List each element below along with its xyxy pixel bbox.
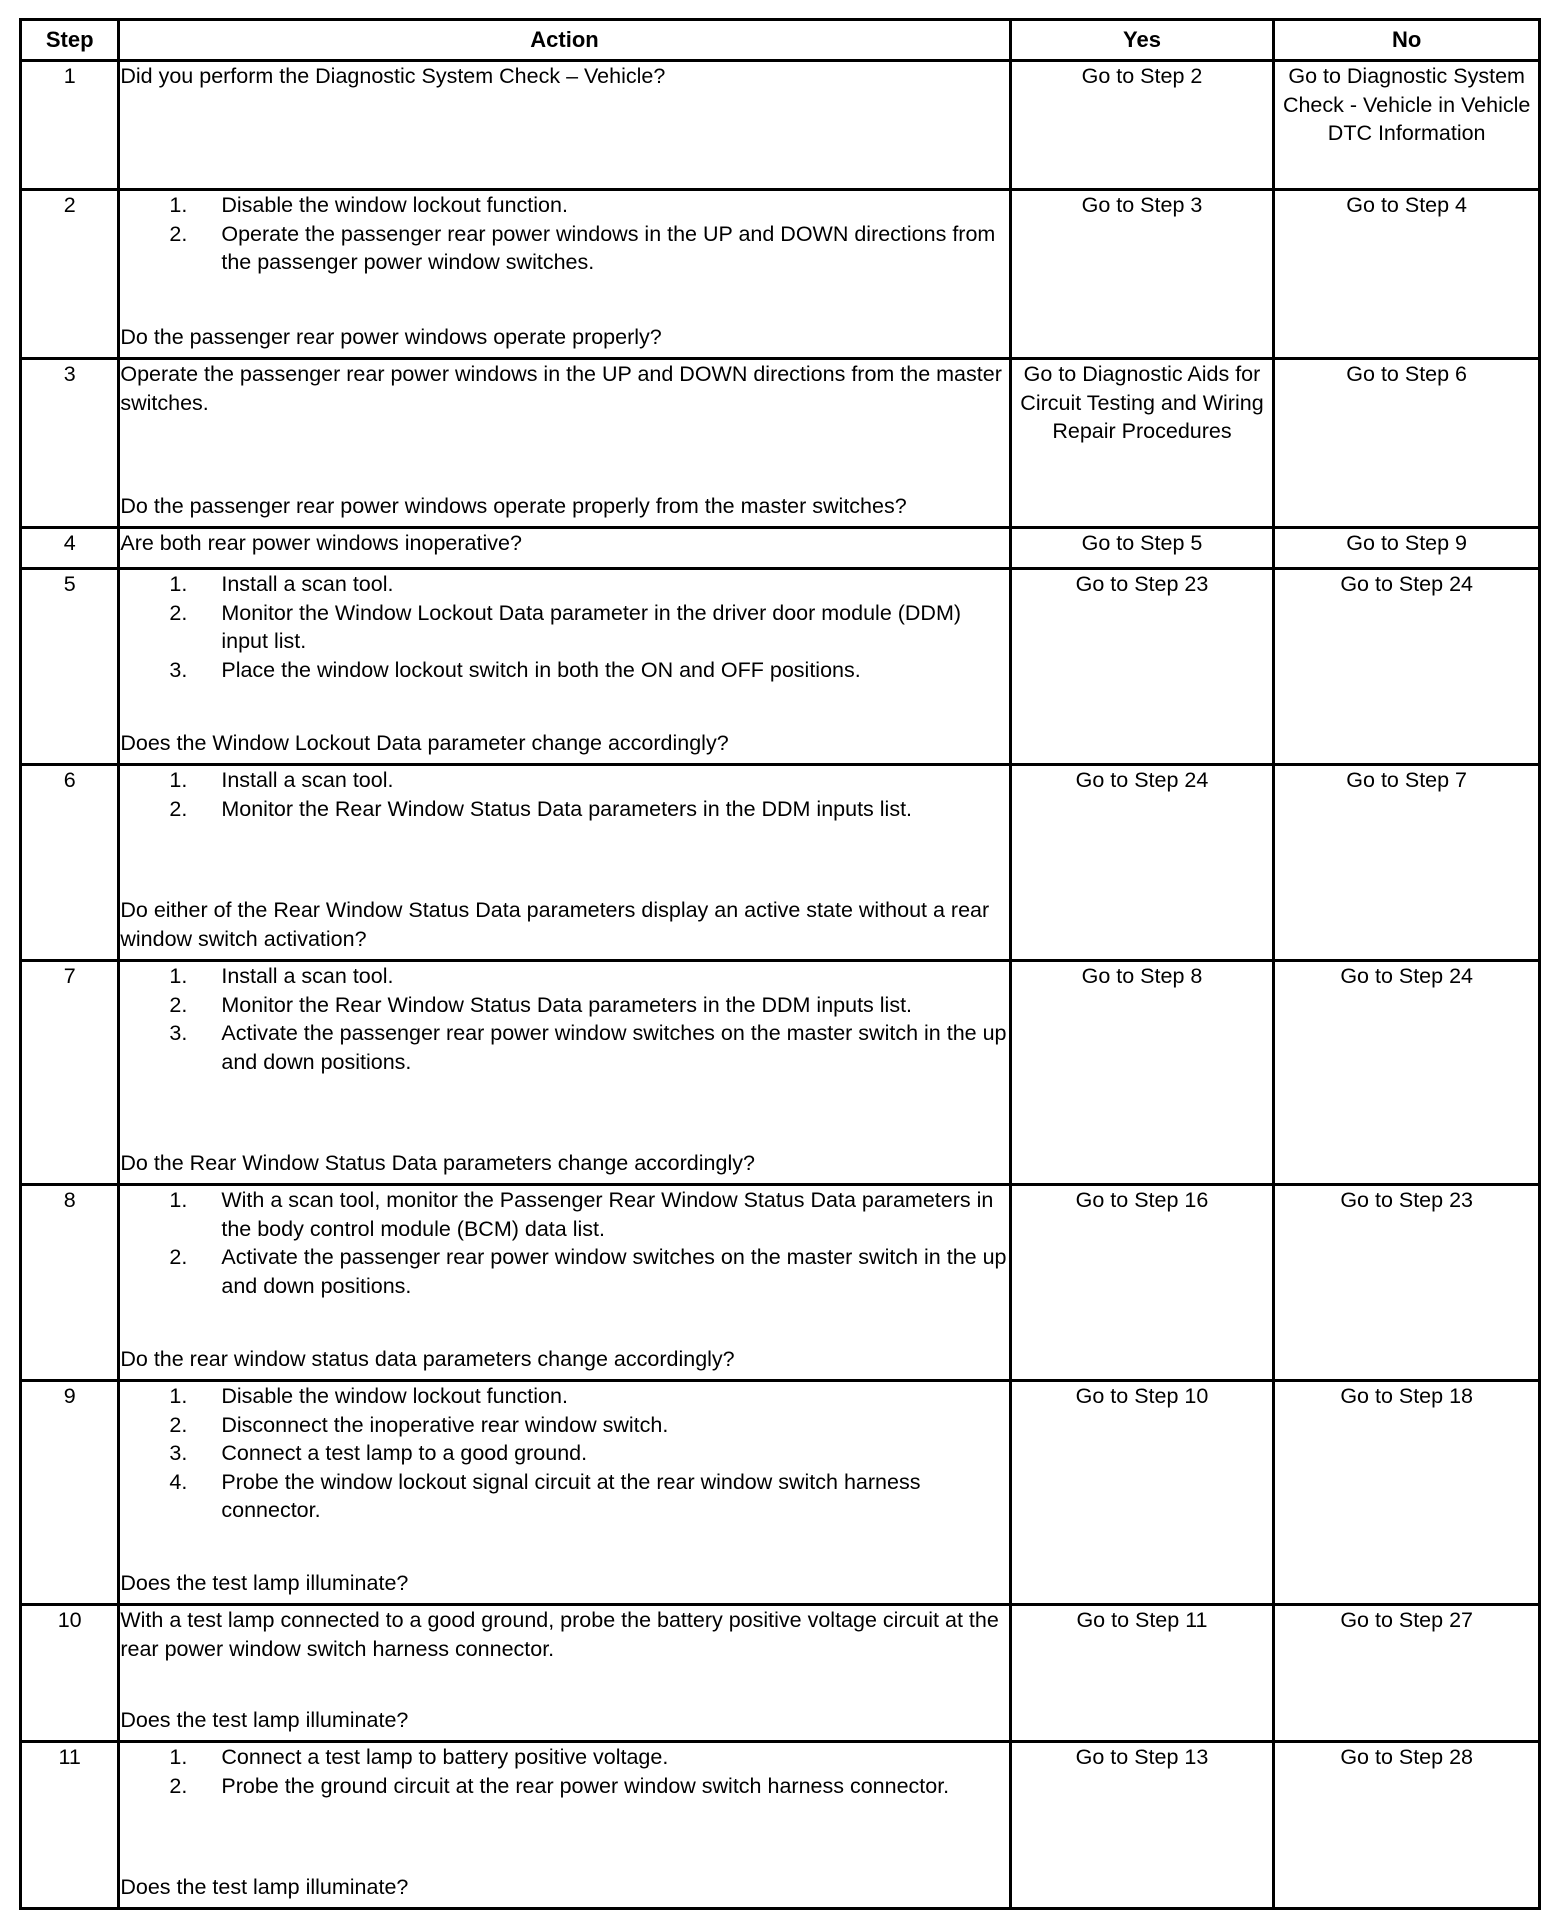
list-item — [120, 991, 1008, 1020]
step-number: 8 — [21, 1185, 119, 1381]
list-item-number: 3. — [169, 1441, 188, 1465]
table-row — [21, 359, 1540, 528]
list-item-number: 1. — [169, 768, 188, 792]
action-cell — [119, 190, 1010, 359]
list-item-text: Connect a test lamp to battery positive voltage. — [221, 1745, 669, 1769]
table-row — [21, 961, 1540, 1185]
instruction-list — [120, 570, 1008, 684]
header-action: Action — [119, 20, 1010, 61]
yes-result: Go to Step 13 — [1010, 1742, 1274, 1909]
list-item-number: 2. — [169, 1412, 188, 1437]
no-result: Go to Step 24 — [1274, 569, 1540, 765]
action-question: Does the Window Lockout Data parameter change accordingly? — [120, 730, 729, 755]
instruction-list — [120, 766, 1008, 823]
list-item — [120, 1411, 1008, 1440]
action-question: Do the passenger rear power windows operate properly? — [120, 324, 662, 349]
step-number: 2 — [21, 190, 119, 359]
list-item — [120, 1439, 1008, 1468]
step-number: 7 — [21, 961, 119, 1185]
action-instructions — [120, 191, 1008, 277]
list-item-text: Probe the ground circuit at the rear power window switch harness connector. — [221, 1773, 950, 1798]
list-item-number: 1. — [169, 1745, 188, 1769]
step-number: 1 — [21, 61, 119, 190]
yes-result: Go to Step 11 — [1010, 1605, 1274, 1742]
list-item-number: 2. — [169, 796, 188, 821]
list-item-number: 1. — [169, 964, 188, 988]
no-result: Go to Step 23 — [1274, 1185, 1540, 1381]
no-result: Go to Step 27 — [1274, 1605, 1540, 1742]
action-cell — [119, 359, 1010, 528]
table-body — [21, 61, 1540, 1909]
step-number: 11 — [21, 1742, 119, 1909]
yes-result: Go to Step 23 — [1010, 569, 1274, 765]
action-cell — [119, 1185, 1010, 1381]
action-instructions — [120, 962, 1008, 1076]
no-result: Go to Step 18 — [1274, 1381, 1540, 1605]
yes-result: Go to Step 10 — [1010, 1381, 1274, 1605]
yes-result: Go to Step 16 — [1010, 1185, 1274, 1381]
list-item — [120, 795, 1008, 824]
action-cell — [119, 961, 1010, 1185]
no-result: Go to Diagnostic System Check - Vehicle in Vehicle DTC Information — [1274, 61, 1540, 190]
instruction-list — [120, 1743, 1008, 1800]
list-item — [120, 1382, 1008, 1411]
action-question: Does the test lamp illuminate? — [120, 1570, 409, 1595]
table-row — [21, 569, 1540, 765]
list-item — [120, 1019, 1008, 1076]
yes-result: Go to Step 24 — [1010, 765, 1274, 961]
action-instructions — [120, 529, 1008, 558]
action-content — [120, 62, 1008, 182]
action-content — [120, 962, 1008, 1177]
header-step: Step — [21, 20, 119, 61]
table-row — [21, 61, 1540, 190]
no-result: Go to Step 7 — [1274, 765, 1540, 961]
action-intro: With a test lamp connected to a good ground, probe the battery positive voltage circuit at the rear power window switch harness connector. — [120, 1608, 999, 1661]
action-cell — [119, 765, 1010, 961]
yes-result: Go to Step 5 — [1010, 528, 1274, 569]
action-question: Do either of the Rear Window Status Data parameters display an active state without a rear window switch activation? — [120, 898, 990, 951]
action-instructions — [120, 360, 1008, 417]
table-row — [21, 1742, 1540, 1909]
list-item — [120, 1468, 1008, 1525]
action-question: Do the passenger rear power windows operate properly from the master switches? — [120, 493, 907, 518]
list-item — [120, 220, 1008, 277]
action-content — [120, 1382, 1008, 1597]
action-content — [120, 360, 1008, 520]
action-instructions — [120, 766, 1008, 823]
list-item-text: Operate the passenger rear power windows in the UP and DOWN directions from the passenger power window switches. — [221, 221, 996, 274]
action-intro: Are both rear power windows inoperative? — [120, 531, 522, 555]
list-item-text: Activate the passenger rear power window switches on the master switch in the up and down positions. — [221, 1245, 1007, 1298]
step-number: 4 — [21, 528, 119, 569]
list-item-number: 1. — [169, 1188, 188, 1212]
list-item-text: Connect a test lamp to a good ground. — [221, 1441, 588, 1465]
list-item-text: Install a scan tool. — [221, 964, 394, 988]
list-item — [120, 766, 1008, 795]
list-item — [120, 570, 1008, 599]
list-item-text: Place the window lockout switch in both the ON and OFF positions. — [221, 657, 861, 682]
instruction-list — [120, 191, 1008, 277]
list-item-text: Monitor the Rear Window Status Data parameters in the DDM inputs list. — [221, 796, 913, 821]
action-content — [120, 1606, 1008, 1734]
list-item-number: 1. — [169, 1384, 188, 1408]
list-item — [120, 962, 1008, 991]
list-item-number: 3. — [169, 657, 188, 682]
list-item-number: 1. — [169, 572, 188, 596]
list-item-text: With a scan tool, monitor the Passenger Rear Window Status Data parameters in the body control module (BCM) data list. — [221, 1188, 994, 1241]
list-item — [120, 1243, 1008, 1300]
list-item — [120, 599, 1008, 656]
instruction-list — [120, 1186, 1008, 1300]
list-item-number: 2. — [169, 1773, 188, 1798]
yes-result: Go to Diagnostic Aids for Circuit Testing and Wiring Repair Procedures — [1010, 359, 1274, 528]
list-item — [120, 191, 1008, 220]
list-item-text: Install a scan tool. — [221, 572, 394, 596]
header-row — [21, 20, 1540, 61]
no-result: Go to Step 4 — [1274, 190, 1540, 359]
header-yes: Yes — [1010, 20, 1274, 61]
list-item — [120, 1186, 1008, 1243]
action-cell — [119, 1742, 1010, 1909]
action-question: Do the rear window status data parameters change accordingly? — [120, 1346, 735, 1371]
action-intro: Operate the passenger rear power windows in the UP and DOWN directions from the master switches. — [120, 362, 1002, 415]
table-row — [21, 190, 1540, 359]
table-row — [21, 1381, 1540, 1605]
list-item-number: 2. — [169, 992, 188, 1017]
yes-result: Go to Step 2 — [1010, 61, 1274, 190]
header-no: No — [1274, 20, 1540, 61]
no-result: Go to Step 6 — [1274, 359, 1540, 528]
list-item — [120, 1743, 1008, 1772]
list-item — [120, 1772, 1008, 1801]
yes-result: Go to Step 3 — [1010, 190, 1274, 359]
list-item-text: Probe the window lockout signal circuit at the rear window switch harness connector. — [221, 1469, 921, 1522]
diagnostic-table — [19, 18, 1541, 1910]
action-instructions — [120, 62, 1008, 91]
step-number: 3 — [21, 359, 119, 528]
list-item-number: 1. — [169, 193, 188, 217]
table-row — [21, 528, 1540, 569]
table-row — [21, 1605, 1540, 1742]
list-item — [120, 656, 1008, 685]
step-number: 10 — [21, 1605, 119, 1742]
no-result: Go to Step 24 — [1274, 961, 1540, 1185]
action-question: Does the test lamp illuminate? — [120, 1874, 409, 1899]
action-question: Do the Rear Window Status Data parameters change accordingly? — [120, 1150, 755, 1175]
action-content — [120, 191, 1008, 351]
action-intro: Did you perform the Diagnostic System Check – Vehicle? — [120, 64, 666, 88]
action-instructions — [120, 1382, 1008, 1525]
action-content — [120, 1186, 1008, 1373]
no-result: Go to Step 28 — [1274, 1742, 1540, 1909]
action-instructions — [120, 1743, 1008, 1800]
no-result: Go to Step 9 — [1274, 528, 1540, 569]
table-row — [21, 1185, 1540, 1381]
action-content — [120, 766, 1008, 953]
action-cell — [119, 61, 1010, 190]
step-number: 5 — [21, 569, 119, 765]
list-item-text: Disable the window lockout function. — [221, 193, 568, 217]
list-item-number: 2. — [169, 1245, 188, 1269]
list-item-text: Disable the window lockout function. — [221, 1384, 568, 1408]
list-item-number: 3. — [169, 1021, 188, 1045]
list-item-text: Disconnect the inoperative rear window switch. — [221, 1412, 669, 1437]
instruction-list — [120, 962, 1008, 1076]
list-item-number: 4. — [169, 1469, 188, 1494]
step-number: 6 — [21, 765, 119, 961]
list-item-text: Monitor the Window Lockout Data parameter in the driver door module (DDM) input list. — [221, 600, 962, 653]
action-cell — [119, 1605, 1010, 1742]
action-question: Does the test lamp illuminate? — [120, 1707, 409, 1732]
action-content — [120, 529, 1008, 561]
action-instructions — [120, 570, 1008, 684]
action-cell — [119, 528, 1010, 569]
step-number: 9 — [21, 1381, 119, 1605]
list-item-text: Install a scan tool. — [221, 768, 394, 792]
list-item-number: 2. — [169, 600, 188, 625]
action-content — [120, 570, 1008, 757]
table-row — [21, 765, 1540, 961]
instruction-list — [120, 1382, 1008, 1525]
yes-result: Go to Step 8 — [1010, 961, 1274, 1185]
action-instructions — [120, 1606, 1008, 1663]
action-cell — [119, 1381, 1010, 1605]
list-item-text: Monitor the Rear Window Status Data parameters in the DDM inputs list. — [221, 992, 913, 1017]
action-content — [120, 1743, 1008, 1901]
action-cell — [119, 569, 1010, 765]
list-item-number: 2. — [169, 221, 188, 246]
list-item-text: Activate the passenger rear power window switches on the master switch in the up and down positions. — [221, 1021, 1007, 1074]
action-instructions — [120, 1186, 1008, 1300]
